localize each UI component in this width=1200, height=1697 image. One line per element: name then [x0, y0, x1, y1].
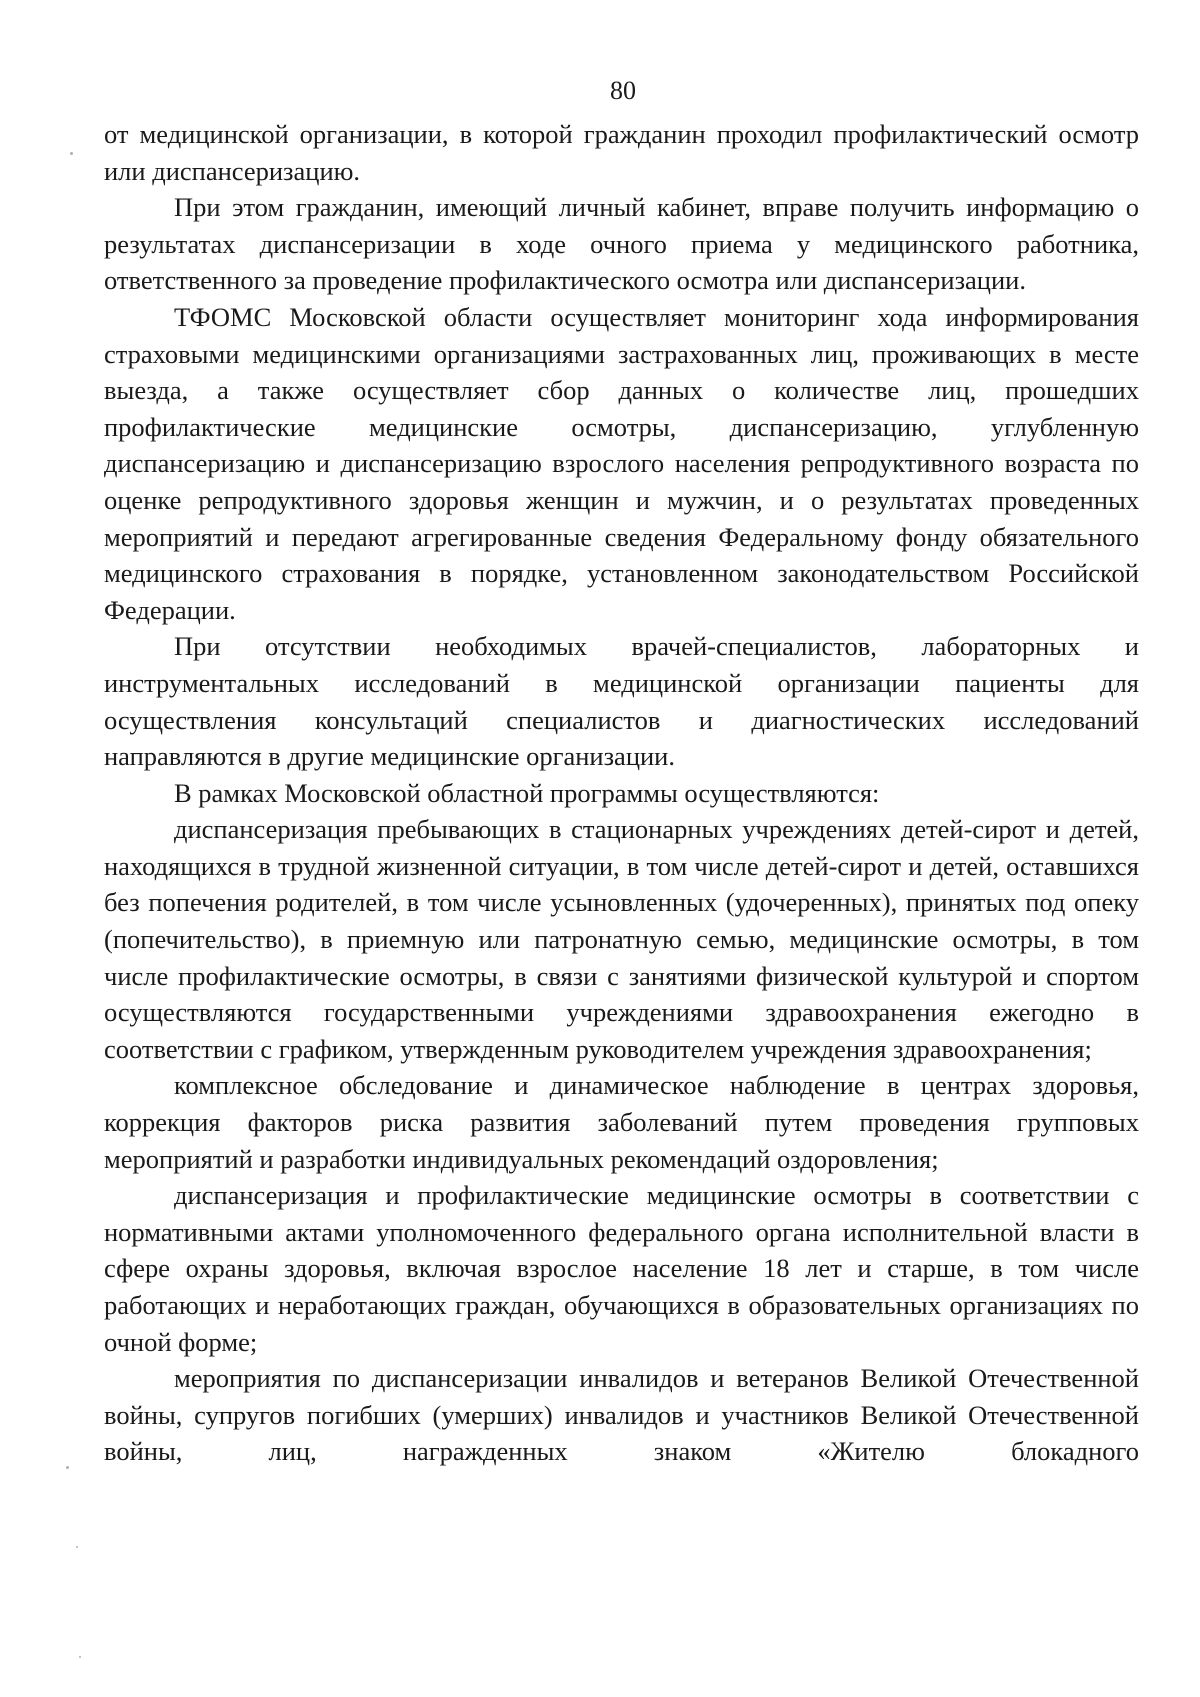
page-number: 80: [610, 76, 636, 105]
document-body: [104, 116, 1139, 1470]
paragraph-veterans-dispensary: мероприятия по диспансеризации инвалидов и ветеранов Великой Отечественной войны, супругов погибших (умерших) инвалидов и участников Великой Отечественной войны, лиц, награжденных знаком «Жителю блокадного: [104, 1363, 1139, 1467]
paragraph-continuation: от медицинской организации, в которой гражданин проходил профилактический осмотр или диспансеризацию.: [104, 119, 1139, 186]
scan-speck: [66, 1466, 69, 1469]
paragraph-health-centers: комплексное обследование и динамическое наблюдение в центрах здоровья, коррекция факторов риска развития заболеваний путем проведения групповых мероприятий и разработки индивидуальных рекомендаций оздоровления;: [104, 1070, 1139, 1174]
scan-speck: [76, 1546, 78, 1548]
paragraph-absent-specialists: При отсутствии необходимых врачей-специалистов, лабораторных и инструментальных исследований в медицинской организации пациенты для осуществления консультаций специалистов и диагностических исследований направляются в другие медицинские организации.: [104, 631, 1139, 772]
paragraph-personal-cabinet: При этом гражданин, имеющий личный кабинет, вправе получить информацию о результатах диспансеризации в ходе очного приема у медицинского работника, ответственного за проведение профилактического осмотра или диспансеризации.: [104, 192, 1139, 296]
scan-speck: [79, 1656, 81, 1658]
paragraph-orphans-dispensary: диспансеризация пребывающих в стационарных учреждениях детей-сирот и детей, находящихся в трудной жизненной ситуации, в том числе детей-сирот и детей, оставшихся без попечения родителей, в том числе усыновленных (удочеренных), принятых под опеку (попечительство), в приемную или патронатную семью, медицинские осмотры, в том числе профилактические осмотры, в связи с занятиями физической культурой и спортом осуществляются государственными учреждениями здравоохранения ежегодно в соответствии с графиком, утвержденным руководителем учреждения здравоохранения;: [104, 814, 1139, 1064]
paragraph-tfoms-monitoring: ТФОМС Московской области осуществляет мониторинг хода информирования страховыми медицинскими организациями застрахованных лиц, проживающих в месте выезда, а также осуществляет сбор данных о количестве лиц, прошедших профилактические медицинские осмотры, диспансеризацию, углубленную диспансеризацию и диспансеризацию взрослого населения репродуктивного возраста по оценке репродуктивного здоровья женщин и мужчин, и о результатах проведенных мероприятий и передают агрегированные сведения Федеральному фонду обязательного медицинского страхования в порядке, установленном законодательством Российской Федерации.: [104, 301, 1139, 625]
paragraph-adult-dispensary: диспансеризация и профилактические медицинские осмотры в соответствии с нормативными актами уполномоченного федерального органа исполнительной власти в сфере охраны здоровья, включая взрослое население 18 лет и старше, в том числе работающих и неработающих граждан, обучающихся в образовательных организациях по очной форме;: [104, 1180, 1139, 1357]
paragraph-program-intro: В рамках Московской областной программы осуществляются:: [174, 777, 880, 808]
scan-speck: [70, 152, 73, 155]
